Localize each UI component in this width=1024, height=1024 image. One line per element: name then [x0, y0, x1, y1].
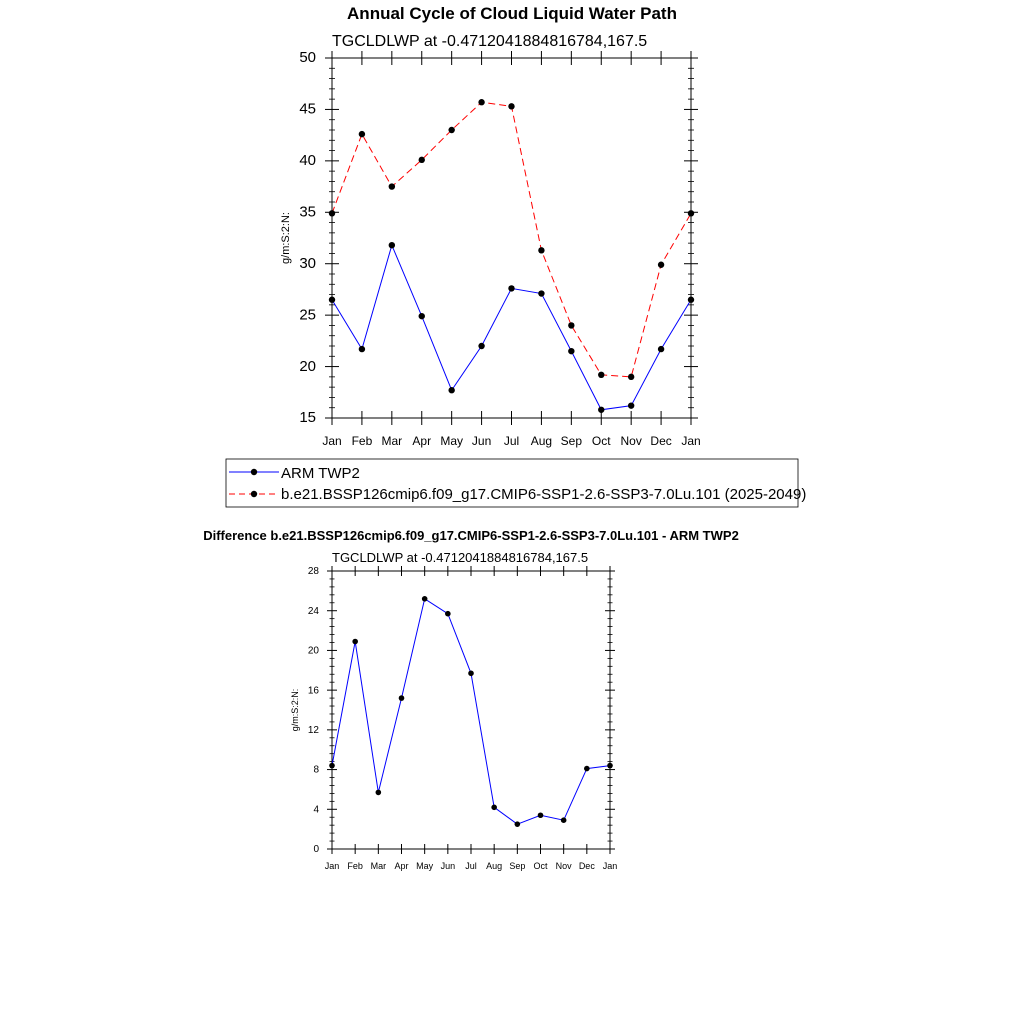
- top-chart-ylabel: g/m:S:2:N:: [280, 212, 292, 264]
- top-chart: [280, 33, 701, 448]
- chart-0-ytick-label: 15: [299, 409, 316, 427]
- chart-0-series-0-point: [538, 290, 544, 296]
- chart-1-series-0-point: [376, 790, 382, 796]
- top-chart-subtitle: TGCLDLWP at -0.4712041884816784,167.5: [332, 33, 648, 50]
- chart-1-xtick-label: Nov: [555, 861, 572, 871]
- legend-marker-model: [251, 491, 257, 497]
- chart-0-series-1-point: [628, 374, 634, 380]
- legend: [226, 459, 806, 507]
- chart-1-xtick-label: Mar: [370, 861, 387, 871]
- chart-0-series-1-point: [389, 183, 395, 189]
- chart-0-ytick-label: 45: [299, 100, 316, 118]
- chart-0-xtick-label: Nov: [620, 434, 642, 448]
- chart-0-series-0-point: [389, 242, 395, 248]
- chart-1-xtick-label: Dec: [578, 861, 595, 871]
- chart-0-frame: [332, 58, 691, 418]
- chart-1-xtick-label: Jan: [324, 861, 340, 871]
- chart-0-xtick-label: May: [440, 434, 464, 448]
- chart-1-series-0-point: [538, 812, 544, 818]
- chart-0-series-1-point: [598, 372, 604, 378]
- chart-1-ytick-label: 8: [313, 764, 319, 776]
- chart-1-series-0-point: [352, 639, 358, 645]
- main-title: Annual Cycle of Cloud Liquid Water Path: [347, 4, 677, 23]
- chart-0-ytick-label: 40: [299, 152, 316, 170]
- chart-1-ytick-label: 0: [313, 844, 319, 856]
- chart-1-series-0-point: [445, 611, 451, 617]
- chart-1-series-0-point: [607, 763, 613, 769]
- chart-0-series-0-point: [419, 313, 425, 319]
- chart-1-ytick-label: 16: [307, 685, 319, 697]
- chart-0-series-0-point: [568, 348, 574, 354]
- chart-1-series-0-point: [422, 596, 428, 602]
- legend-label-model: b.e21.BSSP126cmip6.f09_g17.CMIP6-SSP1-2.6-SSP3-7.0Lu.101 (2025-2049): [281, 486, 807, 503]
- chart-0-xtick-label: Jul: [503, 434, 520, 448]
- chart-1-xtick-label: Oct: [533, 861, 548, 871]
- chart-1-xtick-label: Jun: [440, 861, 456, 871]
- chart-0-series-0-point: [658, 346, 664, 352]
- chart-0-xtick-label: Aug: [530, 434, 553, 448]
- chart-1-xtick-label: Sep: [509, 861, 526, 871]
- chart-1-series-0-point: [399, 695, 405, 701]
- chart-0-series-0-line: [332, 245, 691, 410]
- chart-1-series-0-point: [561, 817, 567, 823]
- bottom-chart-ylabel: g/m:S:2:N:: [290, 688, 300, 732]
- chart-0-series-1-point: [688, 210, 694, 216]
- chart-0-xtick-label: Sep: [560, 434, 583, 448]
- bottom-chart-subtitle: TGCLDLWP at -0.4712041884816784,167.5: [332, 550, 589, 565]
- chart-1-series-0-point: [584, 766, 590, 772]
- chart-1-xtick-label: Feb: [347, 861, 363, 871]
- chart-0-xtick-label: Jan: [681, 434, 701, 448]
- chart-0-series-0-point: [598, 407, 604, 413]
- chart-0-series-1-point: [359, 131, 365, 137]
- chart-0-series-0-point: [448, 387, 454, 393]
- chart-1-xtick-label: Jul: [465, 861, 477, 871]
- chart-0-xtick-label: Apr: [412, 434, 432, 448]
- chart-0-series-0-point: [478, 343, 484, 349]
- chart-0-series-1-point: [478, 99, 484, 105]
- legend-marker-arm: [251, 469, 257, 475]
- chart-0-series-0-point: [359, 346, 365, 352]
- bottom-chart: [290, 550, 617, 871]
- difference-title: Difference b.e21.BSSP126cmip6.f09_g17.CMIP6-SSP1-2.6-SSP3-7.0Lu.101 - ARM TWP2: [203, 528, 739, 543]
- chart-1-series-0-point: [468, 670, 474, 676]
- chart-0-series-1-point: [658, 262, 664, 268]
- chart-0-series-1-point: [568, 322, 574, 328]
- chart-0-ytick-label: 20: [299, 357, 316, 375]
- chart-1-ytick-label: 12: [307, 725, 319, 737]
- chart-0-series-1-point: [329, 210, 335, 216]
- chart-0-series-1-point: [419, 157, 425, 163]
- chart-1-xtick-label: Jan: [602, 861, 618, 871]
- chart-0-series-1-point: [538, 247, 544, 253]
- chart-0-ytick-label: 30: [299, 254, 316, 272]
- chart-1-ytick-label: 4: [313, 804, 319, 816]
- chart-0-series-1-point: [448, 127, 454, 133]
- chart-0-xtick-label: Feb: [351, 434, 373, 448]
- chart-1-ytick-label: 20: [307, 645, 319, 657]
- chart-1-series-0-point: [515, 821, 521, 827]
- chart-1-xtick-label: May: [416, 861, 434, 871]
- chart-1-ytick-label: 28: [307, 566, 319, 578]
- chart-0-series-1-line: [332, 102, 691, 377]
- chart-1-xtick-label: Apr: [394, 861, 409, 871]
- chart-1-series-0-point: [491, 805, 497, 811]
- chart-1-series-0-line: [332, 599, 610, 824]
- chart-0-ytick-label: 25: [299, 306, 316, 324]
- chart-1-frame: [332, 571, 610, 849]
- chart-0-series-0-point: [329, 297, 335, 303]
- chart-0-xtick-label: Mar: [381, 434, 403, 448]
- chart-0-xtick-label: Jan: [322, 434, 342, 448]
- legend-label-arm: ARM TWP2: [281, 465, 360, 482]
- chart-0-series-1-point: [508, 103, 514, 109]
- chart-1-xtick-label: Aug: [486, 861, 503, 871]
- chart-0-series-0-point: [508, 285, 514, 291]
- chart-1-series-0-point: [329, 763, 335, 769]
- chart-0-ytick-label: 35: [299, 203, 316, 221]
- chart-0-series-0-point: [628, 402, 634, 408]
- chart-0-xtick-label: Dec: [650, 434, 672, 448]
- chart-0-xtick-label: Oct: [591, 434, 611, 448]
- chart-0-ytick-label: 50: [299, 49, 316, 67]
- chart-0-series-0-point: [688, 297, 694, 303]
- chart-0-xtick-label: Jun: [471, 434, 492, 448]
- chart-1-ytick-label: 24: [307, 605, 319, 617]
